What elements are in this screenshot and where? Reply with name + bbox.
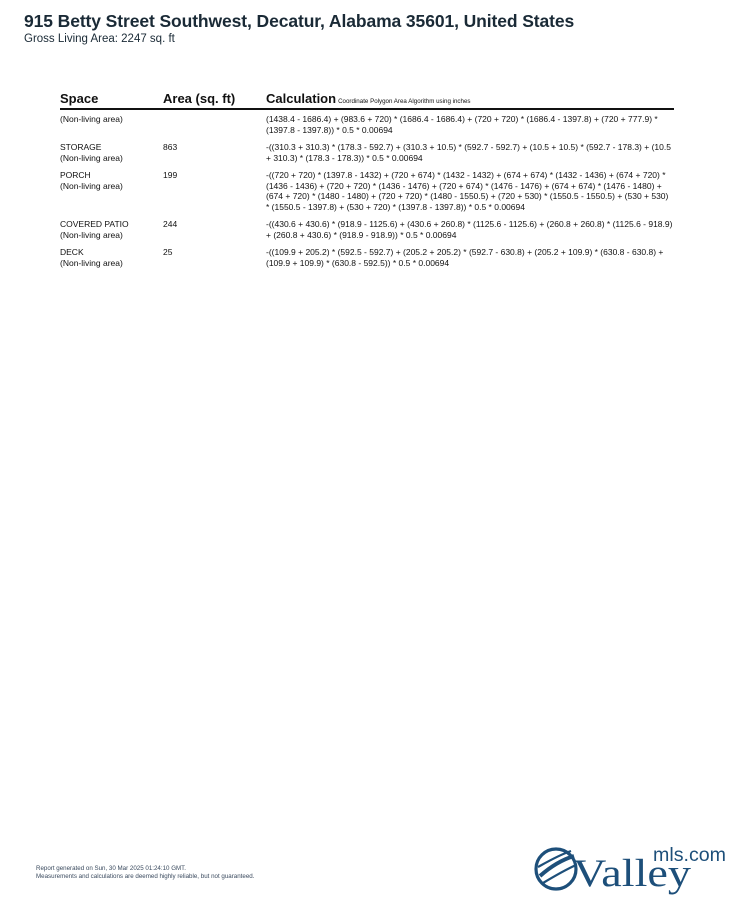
calculation-cell: -((430.6 + 430.6) * (918.9 - 1125.6) + (430.6 + 260.8) * (1125.6 - 1125.6) + (260.8 + 260.8) * (1125.6 - 918.9) + (260.8 + 430.6) * (918.9 - 918.9)) * 0.5 * 0.00694 — [266, 219, 673, 240]
valleymls-logo — [533, 843, 729, 895]
calculation-cell: (1438.4 - 1686.4) + (983.6 + 720) * (1686.4 - 1686.4) + (720 + 720) * (1686.4 - 1397.8) + (720 + 777.9) * (1397.8 - 1397.8)) * 0.5 * 0.00694 — [266, 114, 658, 135]
space-cell — [60, 109, 163, 138]
space-cell — [60, 243, 163, 271]
space-name: DECK — [60, 247, 84, 257]
space-type: (Non-living area) — [60, 180, 123, 191]
disclaimer-note: Measurements and calculations are deemed highly reliable, but not guaranteed. — [36, 872, 255, 880]
column-header-area: Area (sq. ft) — [163, 91, 266, 109]
table-row — [60, 243, 674, 271]
logo-domain: mls.com — [653, 845, 726, 866]
property-address-title: 915 Betty Street Southwest, Decatur, Alabama 35601, United States — [24, 11, 575, 31]
area-cell — [163, 109, 266, 138]
calculation-header-label: Calculation — [266, 91, 337, 106]
area-cell: 199 — [163, 170, 178, 180]
calculation-cell: -((720 + 720) * (1397.8 - 1432) + (720 + 674) * (1432 - 1432) + (674 + 674) * (1432 - 1436) + (674 + 720) * (1436 - 1436) + (720 + 720) * (1436 - 1476) + (720 + 674) * (1476 - 1476) + (674 + 674) * (1476 - 1480) + (674 + 720) * (1480 - 1480) + (720 + 720) * (1480 - 1550.5) + (720 + 530) * (1550.5 - 1550.5) + (530 + 530) * (1550.5 - 1397.8) + (530 + 720) * (1397.8 - 1397.8)) * 0.5 * 0.00694 — [266, 170, 669, 212]
area-calculation-table — [60, 91, 674, 271]
space-name: COVERED PATIO — [60, 219, 129, 229]
space-cell — [60, 138, 163, 166]
column-header-calculation — [266, 91, 674, 109]
report-generated-note: Report generated on Sun, 30 Mar 2025 01:24:10 GMT. — [36, 865, 186, 872]
table-row — [60, 166, 674, 215]
space-name: PORCH — [60, 170, 91, 180]
report-footer — [36, 865, 254, 880]
globe-icon — [536, 849, 576, 889]
area-cell: 25 — [163, 247, 173, 257]
space-type: (Non-living area) — [60, 152, 123, 163]
calculation-method-note: Coordinate Polygon Area Algorithm using inches — [338, 98, 471, 105]
space-type: (Non-living area) — [60, 257, 123, 268]
space-type: (Non-living area) — [60, 114, 123, 124]
space-name: STORAGE — [60, 142, 102, 152]
report-header — [24, 10, 714, 46]
table-row — [60, 215, 674, 243]
space-type: (Non-living area) — [60, 229, 123, 240]
table-header-row — [60, 91, 674, 109]
table-row — [60, 138, 674, 166]
area-cell: 244 — [163, 219, 178, 229]
gross-living-area: Gross Living Area: 2247 sq. ft — [24, 33, 175, 45]
column-header-space: Space — [60, 91, 163, 109]
calculation-cell: -((109.9 + 205.2) * (592.5 - 592.7) + (205.2 + 205.2) * (592.7 - 630.8) + (205.2 + 109.9) * (630.8 - 630.8) + (109.9 + 109.9) * (630.8 - 592.5)) * 0.5 * 0.00694 — [266, 247, 664, 268]
space-cell — [60, 166, 163, 215]
calculation-cell: -((310.3 + 310.3) * (178.3 - 592.7) + (310.3 + 10.5) * (592.7 - 592.7) + (10.5 + 10.5) * (592.7 - 178.3) + (10.5 + 310.3) * (178.3 - 178.3)) * 0.5 * 0.00694 — [266, 142, 671, 163]
logo-wordmark: Valley — [573, 852, 692, 895]
area-cell: 863 — [163, 142, 178, 152]
space-cell — [60, 215, 163, 243]
table-row — [60, 109, 674, 138]
